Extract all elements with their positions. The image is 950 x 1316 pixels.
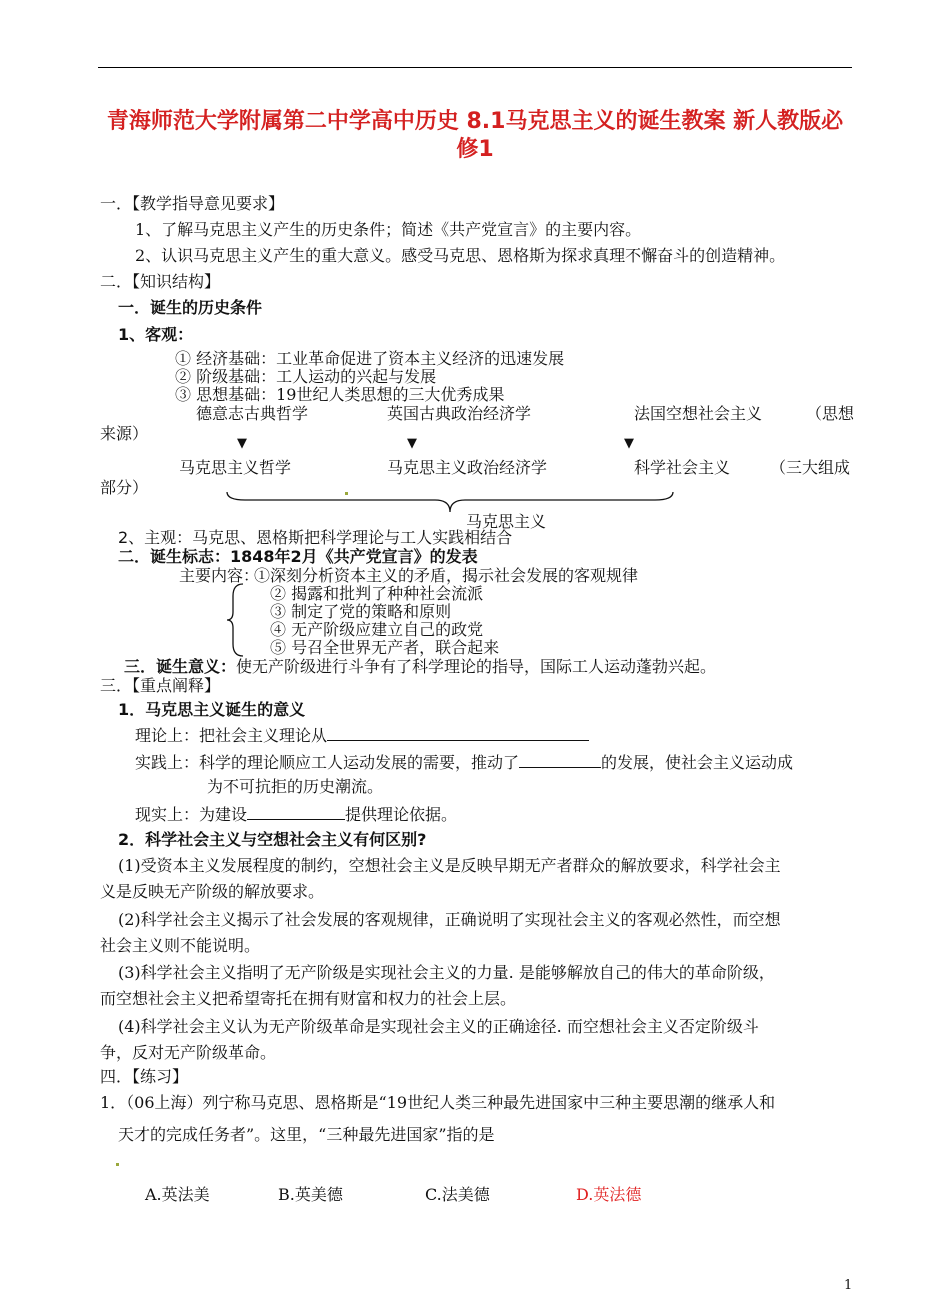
exercise-1-line-2: 天才的完成任务者”。这里，“三种最先进国家”指的是 xyxy=(118,1125,495,1144)
content-item-3: ③ 制定了党的策略和原则 xyxy=(270,602,452,621)
question-1-heading: 1．马克思主义诞生的意义 xyxy=(118,700,306,719)
practice-line xyxy=(135,751,793,773)
source-note: （思想 xyxy=(806,404,855,423)
question-2-heading: 2．科学社会主义与空想社会主义有何区别? xyxy=(118,830,427,849)
thought-basis: ③ 思想基础：19世纪人类思想的三大优秀成果 xyxy=(175,385,505,404)
practice-blank[interactable] xyxy=(519,751,601,768)
point-4-a: (4)科学社会主义认为无产阶级革命是实现社会主义的正确途径. 而空想社会主义否定阶级斗 xyxy=(118,1017,759,1036)
content-item-2: ② 揭露和批判了种种社会流派 xyxy=(270,584,484,603)
section-1-heading: 一．【教学指导意见要求】 xyxy=(100,194,285,213)
objective-heading: 1、客观： xyxy=(118,325,194,344)
component-marxist-philosophy: 马克思主义哲学 xyxy=(179,458,292,477)
requirement-1: 1、了解马克思主义产生的历史条件；简述《共产党宣言》的主要内容。 xyxy=(135,220,642,239)
subjective-condition xyxy=(118,528,512,548)
source-british-economics: 英国古典政治经济学 xyxy=(387,404,532,423)
section-3-heading: 三．【重点阐释】 xyxy=(100,676,221,695)
theory-blank[interactable] xyxy=(327,724,589,741)
reality-text-a: 现实上：为建设 xyxy=(135,805,248,824)
subjective-text: 2、主观：马克思、恩格斯把科学理论与工人实践相结合 xyxy=(118,528,513,547)
point-1-a: (1)受资本主义发展程度的制约，空想社会主义是反映早期无产者群众的解放要求，科学社会主 xyxy=(118,856,781,875)
page-number: 1 xyxy=(844,1278,853,1293)
reality-blank[interactable] xyxy=(247,803,345,820)
section-4-heading: 四．【练习】 xyxy=(100,1067,189,1086)
component-note-cont: 部分） xyxy=(100,478,149,497)
option-d-answer[interactable]: D.英法德 xyxy=(576,1185,642,1204)
practice-text-c: 为不可抗拒的历史潮流。 xyxy=(207,777,384,796)
horizontal-brace-icon xyxy=(225,490,675,516)
point-2-a: (2)科学社会主义揭示了社会发展的客观规律，正确说明了实现社会主义的客观必然性，而空想 xyxy=(118,910,781,929)
content-item-5: ⑤ 号召全世界无产者，联合起来 xyxy=(270,638,500,657)
content-label: 主要内容： xyxy=(179,566,260,585)
component-marxist-economics: 马克思主义政治经济学 xyxy=(387,458,548,477)
option-c[interactable]: C.法美德 xyxy=(425,1185,490,1204)
component-scientific-socialism: 科学社会主义 xyxy=(634,458,731,477)
source-german-philosophy: 德意志古典哲学 xyxy=(196,404,309,423)
reality-text-b: 提供理论依据。 xyxy=(345,805,458,824)
option-a[interactable]: A.英法美 xyxy=(145,1185,210,1204)
section-2-heading: 二．【知识结构】 xyxy=(100,272,221,291)
theory-line xyxy=(135,724,589,746)
part-3-line xyxy=(124,657,716,677)
point-2-b: 社会主义则不能说明。 xyxy=(100,936,261,955)
header-rule xyxy=(98,67,852,68)
point-3-a: (3)科学社会主义指明了无产阶级是实现社会主义的力量. 是能够解放自己的伟大的革命阶级， xyxy=(118,963,775,982)
part-2-heading: 二．诞生标志：1848年2月《共产党宣言》的发表 xyxy=(118,547,478,566)
practice-text-b: 的发展，使社会主义运动成 xyxy=(601,753,794,772)
speck-mark xyxy=(116,1163,119,1166)
part-1-heading: 一．诞生的历史条件 xyxy=(118,298,263,317)
source-french-socialism: 法国空想社会主义 xyxy=(634,404,763,423)
source-note-cont: 来源） xyxy=(100,424,149,443)
part-3-label: 三．诞生意义： xyxy=(124,657,237,676)
point-4-b: 争，反对无产阶级革命。 xyxy=(100,1043,277,1062)
option-b[interactable]: B.英美德 xyxy=(278,1185,343,1204)
part-3-text: 使无产阶级进行斗争有了科学理论的指导，国际工人运动蓬勃兴起。 xyxy=(236,657,717,676)
marxism-label: 马克思主义 xyxy=(466,512,547,531)
content-item-4: ④ 无产阶级应建立自己的政党 xyxy=(270,620,484,639)
arrow-down-icon: ▼ xyxy=(407,436,417,451)
arrow-down-icon: ▼ xyxy=(624,436,634,451)
component-note: （三大组成 xyxy=(770,458,851,477)
reality-line xyxy=(135,803,457,825)
document-title: 青海师范大学附属第二中学高中历史 8.1马克思主义的诞生教案 新人教版必修1 xyxy=(106,109,844,162)
exercise-1-line-1: 1．（06上海）列宁称马克思、恩格斯是“19世纪人类三种最先进国家中三种主要思潮的继承人和 xyxy=(100,1093,776,1112)
class-basis: ② 阶级基础：工人运动的兴起与发展 xyxy=(175,367,437,386)
point-1-b: 义是反映无产阶级的解放要求。 xyxy=(100,882,325,901)
content-item-1: ①深刻分析资本主义的矛盾，揭示社会发展的客观规律 xyxy=(254,566,639,585)
point-3-b: 而空想社会主义把希望寄托在拥有财富和权力的社会上层。 xyxy=(100,989,517,1008)
speck-mark xyxy=(345,492,348,495)
economic-basis: ① 经济基础：工业革命促进了资本主义经济的迅速发展 xyxy=(175,349,565,368)
theory-text: 理论上：把社会主义理论从 xyxy=(135,726,328,745)
requirement-2: 2、认识马克思主义产生的重大意义。感受马克思、恩格斯为探求真理不懈奋斗的创造精神。 xyxy=(135,246,786,265)
arrow-down-icon: ▼ xyxy=(237,436,247,451)
practice-text-a: 实践上：科学的理论顺应工人运动发展的需要，推动了 xyxy=(135,753,520,772)
vertical-brace-icon xyxy=(225,582,247,658)
